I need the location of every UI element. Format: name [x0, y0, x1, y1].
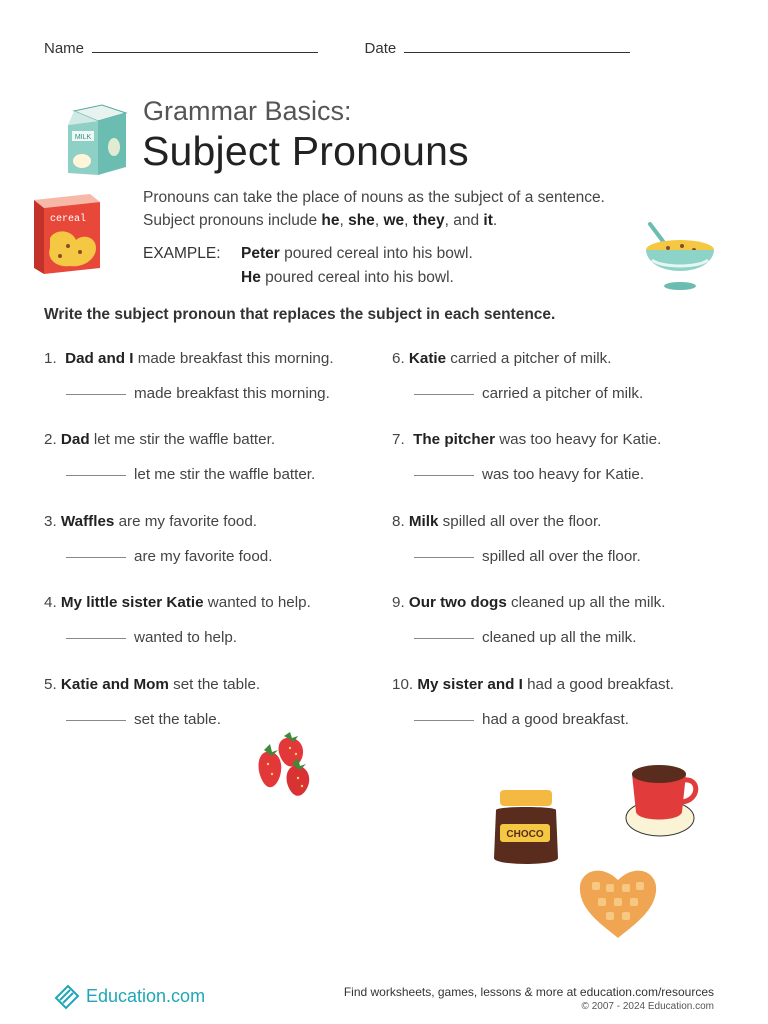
footer-resources-link[interactable]: Find worksheets, games, lessons & more at education.com/resources — [343, 985, 714, 999]
cereal-bowl-icon — [642, 220, 722, 296]
question-5: 5. Katie and Mom set the table. set the table. — [44, 676, 261, 728]
brand-name: Education.com — [86, 985, 206, 1006]
answer-blank-3[interactable] — [66, 557, 126, 558]
intro-line-2: Subject pronouns include he, she, we, they, and it. — [143, 212, 498, 229]
name-field[interactable] — [92, 52, 318, 53]
question-8: 8. Milk spilled all over the floor. spilled all over the floor. — [392, 513, 641, 565]
cereal-label: cereal — [50, 214, 87, 225]
title-subtitle: Grammar Basics: — [143, 96, 352, 126]
question-3: 3. Waffles are my favorite food. are my favorite food. — [44, 513, 273, 565]
answer-blank-9[interactable] — [414, 638, 474, 639]
milk-label: MILK — [74, 134, 92, 141]
answer-blank-8[interactable] — [414, 557, 474, 558]
answer-blank-1[interactable] — [66, 394, 126, 395]
coffee-cup-icon — [622, 756, 702, 842]
answer-blank-7[interactable] — [414, 475, 474, 476]
name-date-row — [44, 40, 634, 57]
question-6: 6. Katie carried a pitcher of milk. carried a pitcher of milk. — [392, 350, 644, 402]
page-title: Subject Pronouns — [142, 128, 469, 174]
waffle-heart-icon — [576, 862, 660, 942]
education-logo-icon — [52, 980, 84, 1012]
cereal-box-icon — [30, 190, 106, 276]
education-logo[interactable] — [52, 980, 205, 1012]
question-1: 1. Dad and I made breakfast this morning. made breakfast this morning. — [44, 350, 334, 402]
milk-carton-icon — [64, 103, 130, 177]
answer-blank-5[interactable] — [66, 720, 126, 721]
date-field[interactable] — [404, 52, 630, 53]
answer-blank-4[interactable] — [66, 638, 126, 639]
copyright: © 2007 - 2024 Education.com — [581, 1001, 714, 1012]
name-label: Name — [44, 40, 85, 57]
answer-blank-10[interactable] — [414, 720, 474, 721]
example-label: EXAMPLE: — [143, 245, 221, 262]
example-line-2: He poured cereal into his bowl. — [241, 269, 454, 286]
footer-info — [344, 985, 714, 1012]
example-block — [143, 242, 473, 290]
choco-jar-icon — [490, 788, 564, 868]
directions: Write the subject pronoun that replaces the subject in each sentence. — [44, 306, 556, 323]
question-2: 2. Dad let me stir the waffle batter. let me stir the waffle batter. — [44, 431, 316, 483]
question-9: 9. Our two dogs cleaned up all the milk. cleaned up all the milk. — [392, 594, 666, 646]
choco-label: CHOCO — [506, 829, 544, 840]
question-4: 4. My little sister Katie wanted to help. wanted to help. — [44, 594, 311, 646]
answer-blank-6[interactable] — [414, 394, 474, 395]
strawberries-icon — [256, 730, 312, 800]
intro-paragraph — [143, 186, 703, 232]
question-10: 10. My sister and I had a good breakfast. had a good breakfast. — [392, 676, 675, 728]
question-7: 7. The pitcher was too heavy for Katie. was too heavy for Katie. — [392, 431, 662, 483]
date-label: Date — [364, 40, 397, 57]
example-line-1: EXAMPLE: Peter poured cereal into his bowl. — [143, 242, 473, 266]
intro-line-1: Pronouns can take the place of nouns as the subject of a sentence. — [143, 189, 605, 206]
answer-blank-2[interactable] — [66, 475, 126, 476]
